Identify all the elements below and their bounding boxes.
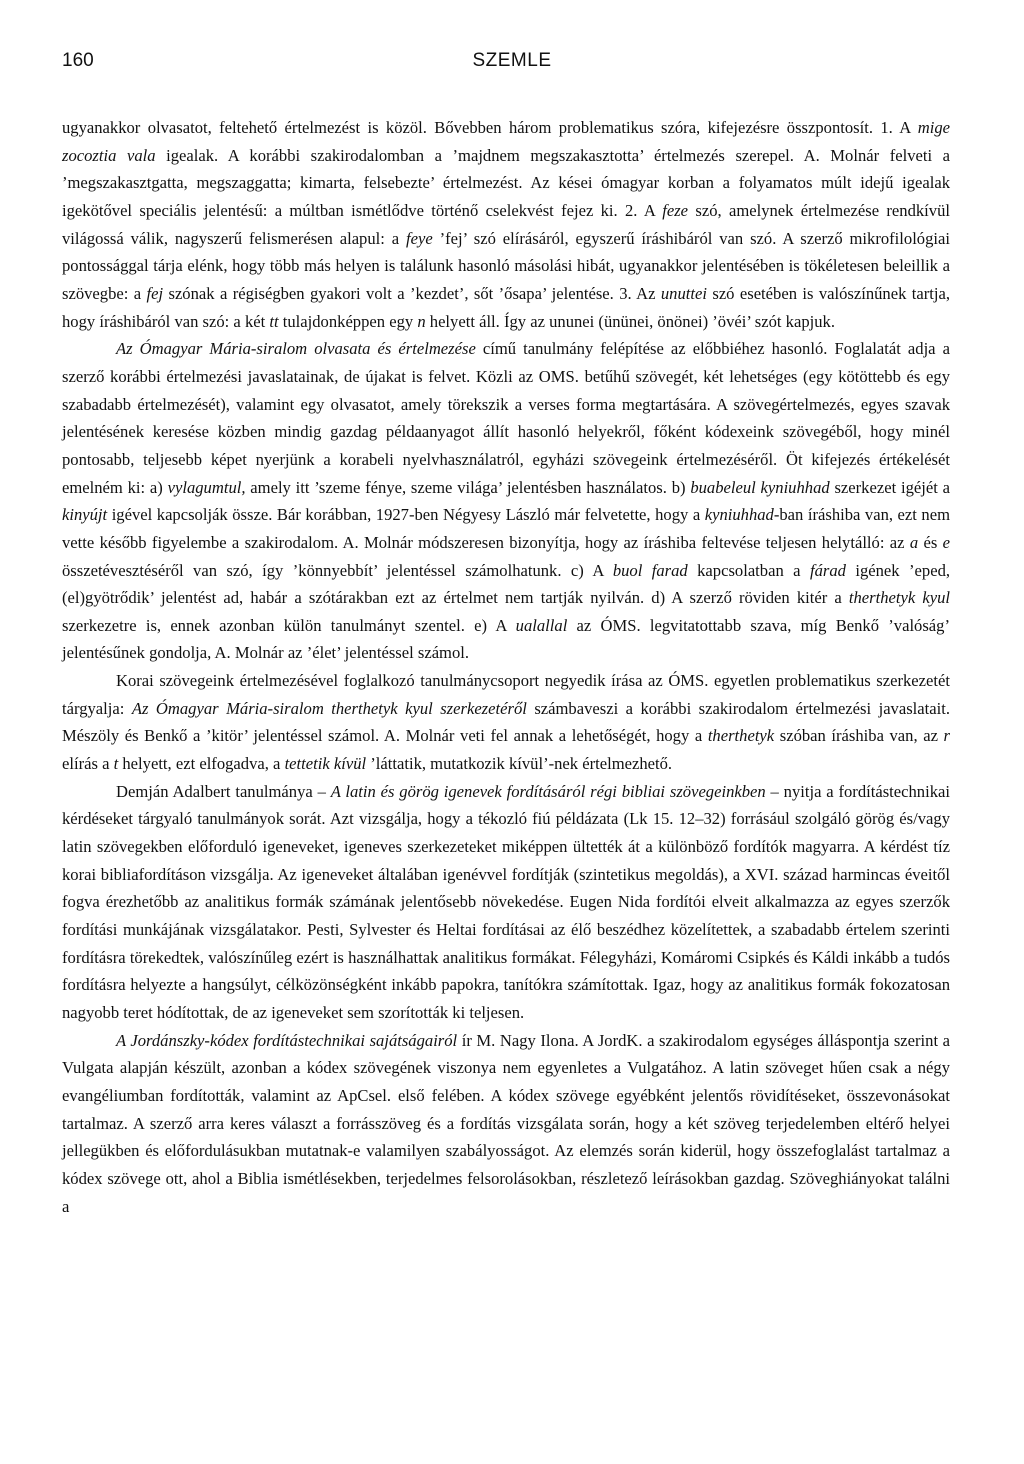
italic-text: Az Ómagyar Mária-siralom therthetyk kyul szerkezetéről [131,698,527,718]
text-run: igének ’eped, (el)gyötrődik’ jelentést ad, habár a szótárakban ezt az értelmet nem tartják nyilván. d) A szerző röviden kitér a [62,560,951,608]
italic-text: t [113,754,119,774]
text-run: helyett áll. Így az ununei (ününei, önönei) ’övéi’ szót kapjuk. [425,311,835,331]
text-run: szó esetében is valószínűnek tartja, hogy íráshibáról van szó: a két [62,283,951,331]
italic-text: therthetyk [707,726,775,746]
text-run: ír M. Nagy Ilona. A JordK. a szakirodalom egységes álláspontja szerint a Vulgata alapján készült, azonban a kódex szövegének viszonya nem egyenletes a Vulgatához. A latin szöveget hűen csak a négy evangéliumban fordították, valamint az ApCsel. első felében. A kódex szövege egyébként jelentős rövidítéseket, összevonásokat tartalmaz. A szerző arra keres választ a forrásszöveg és a fordítás vizsgálata során, hogy a két szöveg terjedelemben eltérő helyei jellegükben és előfordulásukban mutatnak-e valamilyen szabályosságot. Az elemzés során kiderül, hogy összefoglalást tartalmaz a kódex szövege ott, ahol a Biblia ismétlésekben, terjedelmes felsorolásokban, részletező leírásokban gazdag. Szöveghiányokat találni a [62,1030,950,1216]
italic-text: therthetyk kyul [848,588,950,608]
paragraph [62,114,950,335]
page-number: 160 [62,50,94,71]
text-run: helyett, ezt elfogadva, a [118,754,285,774]
text-run: -ban íráshiba van, ezt nem vette később figyelembe a szakirodalom. A. Molnár módszeresen bizonyítja, hogy az íráshiba feltevése teljesen helytálló: az [62,505,951,552]
text-run: szóban íráshiba van, az [774,726,944,746]
italic-text: Az Ómagyar Mária-siralom olvasata és értelmezése [116,339,476,359]
italic-text: fej [146,283,164,303]
italic-text: feze [662,200,689,220]
text-run: ugyanakkor olvasatot, feltehető értelmezést is közöl. Bővebben három problematikus szóra, kifejezésre összpontosít. 1. A [62,118,918,137]
paragraph [62,1027,950,1221]
text-run: tulajdonképpen egy [278,311,418,331]
text-run: és [918,532,943,552]
italic-text: A Jordánszky-kódex fordítástechnikai sajátságairól [116,1030,458,1050]
italic-text: n [417,311,426,331]
italic-text: mige zocoztia vala [62,118,950,165]
italic-text: unuttei [660,283,707,303]
text-run: ’láttatik, mutatkozik kívül’-nek értelmezhető. [366,754,673,774]
italic-text: vylagumtul, [167,477,246,497]
text-run: igével kapcsolják össze. Bár korábban, 1927-ben Négyesy László már felvetette, hogy a [107,505,705,525]
italic-text: A latin és görög igenevek fordításáról régi bibliai szövegeinkben [330,781,766,801]
italic-text: tettetik kívül [284,754,367,774]
paragraph [62,335,950,667]
italic-text: e [942,532,950,552]
running-head: SZEMLE [472,50,552,71]
italic-text: r [943,726,950,746]
text-run: szerkezet igéjét a [829,477,950,497]
text-run: összetévesztéséről van szó, így ’könnyebbít’ jelentéssel számolhatunk. c) A [62,560,613,580]
italic-text: ualallal [515,615,568,635]
text-run: számbaveszi a korábbi szakirodalom értelmezési javaslatait. Mészöly és Benkő a ’kitör’ jelentéssel számol. A. Molnár veti fel annak a lehetőségét, hogy a [62,698,950,746]
text-run: szó, amelynek értelmezése rendkívül világossá válik, nagyszerű felismerésen alapul: a [62,200,950,248]
italic-text: feye [406,228,433,248]
text-run: elírás a [62,754,114,774]
text-run: című tanulmány felépítése az előbbiéhez hasonló. Foglalatát adja a szerző korábbi értelmezési javaslatainak, de újakat is felvet. Közli az OMS. betűhű szövegét, két lehetséges (egy kötöttebb és egy szabadabb értelmezését), valamint egy olvasatot, amely törekszik a verses forma megtartására. A szövegértelmezés, egyes szavak jelentésének keresése közben mindig gazdag példaanyagot állít hasonló helyekről, főként kódexeink szövegéből, hogy minél pontosabb, teljesebb képet nyerjünk a korabeli nyelvhasználatról, egyházi szövegeink értelmezéséről. Öt kifejezés értékelését emelném ki: a) [62,339,950,497]
italic-text: kinyújt [62,505,108,525]
text-run: igealak. A korábbi szakirodalomban a ’majdnem megszakasztotta’ értelmezés szerepel. A. Molnár felveti a ’megszakasztgatta, megszaggatta; kimarta, felsebezte’ értelmezést. Az kései ómagyar korban a folyamatos múlt idejű igealak igekötővel speciális jelentésű: a múltban ismétlődve történő cselekvést fejez ki. 2. A [62,145,950,220]
italic-text: a [909,532,919,552]
italic-text: kyniuhhad [704,505,774,525]
text-run: szónak a régiségben gyakori volt a ’kezdet’, sőt ’ősapa’ jelentése. 3. Az [163,283,661,303]
paragraph [62,667,950,778]
text-run: amely itt ’szeme fénye, szeme világa’ jelentésben használatos. b) [245,477,691,497]
italic-text: buol farad [612,560,688,580]
paragraph [62,778,950,1027]
italic-text: buabeleul kyniuhhad [690,477,830,497]
text-run: ’fej’ szó elírásáról, egyszerű íráshibáról van szó. A szerző mikrofilológiai pontossággal tárja elénk, hogy több más helyen is találunk hasonló másolási hibát, ugyanakkor jelentésében is tökéletesen beleillik a szövegbe: a [62,228,950,303]
text-run: az ÓMS. legvitatottabb szava, míg Benkő ’valóság’ jelentésűnek gondolja, A. Molnár az ’élet’ jelentéssel számol. [62,615,950,663]
italic-text: tt [269,311,279,331]
text-run: kapcsolatban a [687,560,810,580]
text-run: – nyitja a fordítástechnikai kérdéseket tárgyaló tanulmányok sorát. Azt vizsgálja, hogy a tékozló fiú példázata (Lk 15. 12–32) forrásául szolgáló görög és/vagy latin szövegekben előforduló igeneveket, igeneves szerkezeteket miképpen ültették át a különböző fordítók magyarra. A kérdést tíz korai bibliafordításon vizsgálja. Az igeneveket általában igenévvel fordítják (szintetikus megoldás), a XVI. század harmincas éveitől fogva érezhetőbb az analitikus formák számának jelentősebb növekedése. Eugen Nida fordítói elveit alkalmazza az egyes szerzők fordítási munkájának vizsgálatakor. Pesti, Sylvester és Heltai fordításai az élő beszédhez közelítettek, a szabadabb értelem szerinti fordításra törekedtek, valószínűleg ezért is használhattak analitikus formákat. Félegyházi, Komáromi Csipkés és Káldi inkább a tudós fordításra helyezte a hangsúlyt, célközönségként inkább papokra, tanítókra számítottak. Igaz, hogy az analitikus formák fokozatosan nagyobb teret hódítottak, de az igeneveket sem szorították ki teljesen. [62,781,950,1022]
page-header [62,50,962,80]
text-run: szerkezetre is, ennek azonban külön tanulmányt szentel. e) A [62,615,516,635]
text-run: Demján Adalbert tanulmánya – [116,781,331,801]
body-text [62,114,950,1220]
text-run: Korai szövegeink értelmezésével foglalkozó tanulmánycsoport negyedik írása az ÓMS. egyetlen problematikus szerkezetét tárgyalja: [62,671,950,718]
italic-text: fárad [809,560,846,580]
